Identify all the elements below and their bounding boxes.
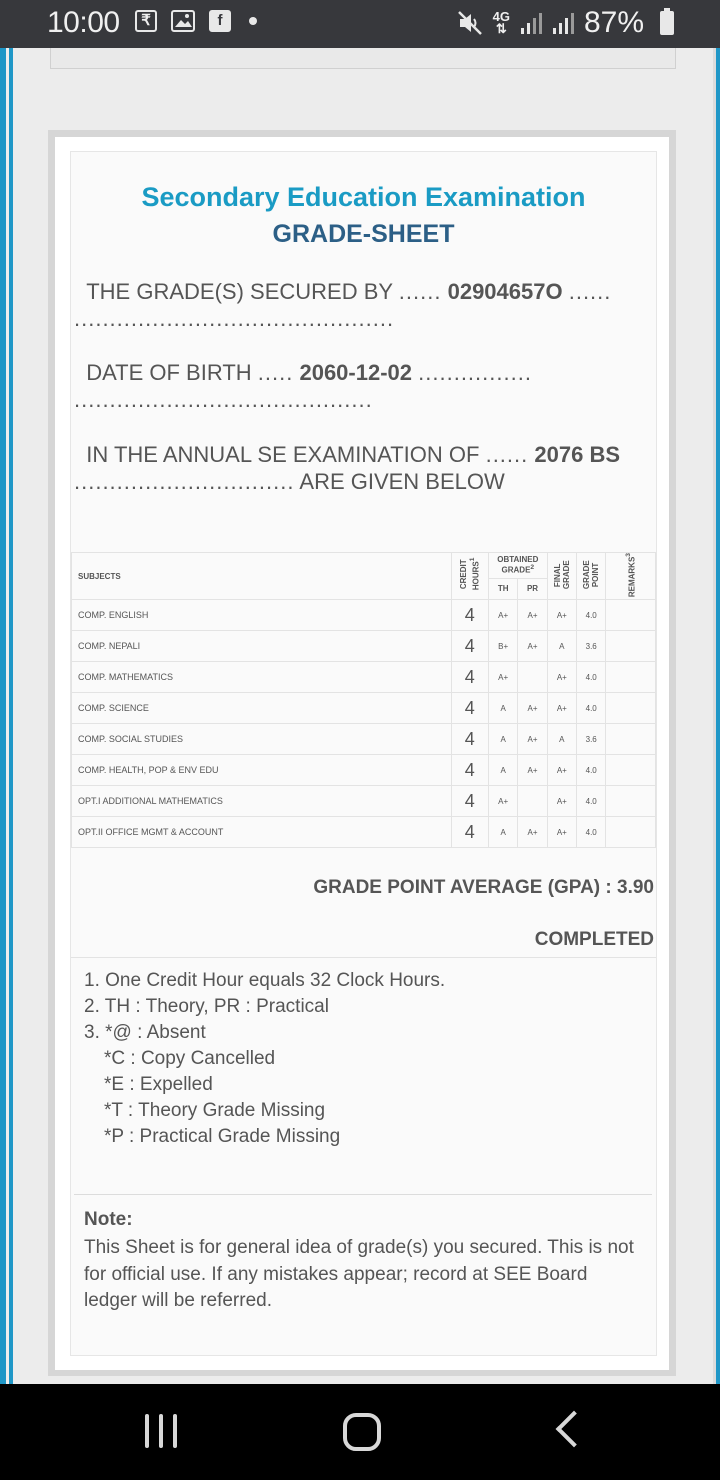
table-row bbox=[72, 755, 656, 786]
practical-grade-cell: A+ bbox=[518, 600, 547, 631]
signal-icon-1 bbox=[520, 11, 542, 35]
final-grade-cell: A+ bbox=[547, 755, 576, 786]
credit-hours-cell: 4 bbox=[451, 755, 488, 786]
remarks-cell bbox=[606, 631, 656, 662]
signal-icon-2 bbox=[552, 11, 574, 35]
battery-percent: 87% bbox=[583, 6, 644, 39]
remarks-cell bbox=[606, 786, 656, 817]
table-header-row bbox=[72, 553, 656, 579]
table-row bbox=[72, 631, 656, 662]
exam-title: Secondary Education Examination bbox=[141, 182, 586, 212]
table-row bbox=[72, 693, 656, 724]
status-right bbox=[457, 6, 674, 40]
notification-icons bbox=[135, 10, 257, 32]
credit-hours-cell: 4 bbox=[451, 817, 488, 848]
grade-point-cell: 4.0 bbox=[577, 693, 606, 724]
legend-item: *C : Copy Cancelled bbox=[104, 1048, 276, 1069]
status-time: 10:00 bbox=[47, 6, 120, 39]
subject-cell: COMP. NEPALI bbox=[72, 631, 452, 662]
legend-item: *P : Practical Grade Missing bbox=[104, 1126, 341, 1147]
legend-item: 1. One Credit Hour equals 32 Clock Hours. bbox=[84, 970, 446, 991]
sheet-subtitle: GRADE-SHEET bbox=[272, 220, 455, 248]
note-title: Note: bbox=[84, 1209, 133, 1230]
recent-apps-button[interactable] bbox=[145, 1414, 177, 1448]
final-grade-cell: A+ bbox=[547, 786, 576, 817]
practical-grade-cell bbox=[518, 786, 547, 817]
date-of-birth: 2060-12-02 bbox=[299, 360, 413, 385]
right-accent-bar bbox=[713, 48, 720, 1384]
rupee-notification-icon: ₹ bbox=[135, 10, 157, 32]
grades-table bbox=[71, 552, 656, 848]
final-grade-cell: A bbox=[547, 724, 576, 755]
table-row bbox=[72, 786, 656, 817]
header-th: TH bbox=[488, 578, 517, 600]
practical-grade-cell: A+ bbox=[518, 724, 547, 755]
image-notification-icon bbox=[171, 10, 195, 32]
theory-grade-cell: B+ bbox=[488, 631, 517, 662]
remarks-cell bbox=[606, 662, 656, 693]
secured-by-line: THE GRADE(S) SECURED BY ...... 02904657O ...... ............................................. bbox=[74, 279, 612, 331]
status-bar bbox=[0, 0, 720, 48]
legend-item: *T : Theory Grade Missing bbox=[104, 1100, 326, 1121]
subject-cell: COMP. HEALTH, POP & ENV EDU bbox=[72, 755, 452, 786]
grades-body bbox=[72, 600, 656, 848]
exam-year: 2076 BS bbox=[534, 442, 621, 467]
more-notifications-dot-icon bbox=[249, 17, 257, 25]
subject-cell: COMP. MATHEMATICS bbox=[72, 662, 452, 693]
divider bbox=[74, 1194, 652, 1195]
previous-section-box bbox=[50, 48, 676, 69]
theory-grade-cell: A+ bbox=[488, 662, 517, 693]
remarks-cell bbox=[606, 755, 656, 786]
subject-cell: COMP. ENGLISH bbox=[72, 600, 452, 631]
table-row bbox=[72, 817, 656, 848]
theory-grade-cell: A+ bbox=[488, 600, 517, 631]
credit-hours-cell: 4 bbox=[451, 600, 488, 631]
completion-status: COMPLETED bbox=[534, 929, 654, 950]
legend-item: *E : Expelled bbox=[104, 1074, 213, 1095]
header-pr: PR bbox=[518, 578, 547, 600]
practical-grade-cell bbox=[518, 662, 547, 693]
back-button[interactable] bbox=[556, 1411, 593, 1448]
remarks-cell bbox=[606, 693, 656, 724]
header-grade-point: GRADE POINT bbox=[577, 553, 606, 600]
left-accent-bar bbox=[0, 48, 13, 1384]
credit-hours-cell: 4 bbox=[451, 693, 488, 724]
final-grade-cell: A+ bbox=[547, 693, 576, 724]
grade-point-cell: 3.6 bbox=[577, 724, 606, 755]
grade-sheet bbox=[70, 151, 657, 1356]
theory-grade-cell: A+ bbox=[488, 786, 517, 817]
legend-item: 3. *@ : Absent bbox=[84, 1022, 206, 1043]
header-obtained-grade: OBTAINED GRADE$^2$ bbox=[488, 553, 547, 579]
grade-sheet-card bbox=[48, 130, 676, 1376]
theory-grade-cell: A bbox=[488, 693, 517, 724]
header-credit-hours: CREDIT HOURS$^1$ bbox=[451, 553, 488, 600]
final-grade-cell: A bbox=[547, 631, 576, 662]
header-remarks: REMARKS$^3$ bbox=[606, 553, 656, 600]
battery-icon bbox=[660, 11, 674, 35]
subject-cell: COMP. SOCIAL STUDIES bbox=[72, 724, 452, 755]
table-row bbox=[72, 724, 656, 755]
theory-grade-cell: A bbox=[488, 724, 517, 755]
navigation-bar bbox=[0, 1384, 720, 1480]
legend-item: 2. TH : Theory, PR : Practical bbox=[84, 996, 329, 1017]
remarks-cell bbox=[606, 600, 656, 631]
home-button[interactable] bbox=[343, 1413, 381, 1451]
remarks-cell bbox=[606, 817, 656, 848]
theory-grade-cell: A bbox=[488, 755, 517, 786]
exam-line: IN THE ANNUAL SE EXAMINATION OF ...... 2076 BS ............................... ARE GIVEN BELOW bbox=[74, 442, 621, 494]
grade-point-cell: 4.0 bbox=[577, 817, 606, 848]
mute-icon bbox=[457, 10, 483, 36]
practical-grade-cell: A+ bbox=[518, 631, 547, 662]
grade-point-cell: 3.6 bbox=[577, 631, 606, 662]
final-grade-cell: A+ bbox=[547, 817, 576, 848]
network-type-label: 4G ⇅ bbox=[492, 9, 510, 36]
practical-grade-cell: A+ bbox=[518, 817, 547, 848]
subject-cell: OPT.I ADDITIONAL MATHEMATICS bbox=[72, 786, 452, 817]
gpa-value: 3.90 bbox=[617, 877, 654, 898]
credit-hours-cell: 4 bbox=[451, 724, 488, 755]
webview[interactable] bbox=[0, 48, 720, 1384]
final-grade-cell: A+ bbox=[547, 662, 576, 693]
note-body: This Sheet is for general idea of grade(s) you secured. This is not for official use. If any mistakes appear; record at SEE Board ledger will be referred. bbox=[84, 1237, 634, 1311]
grade-point-cell: 4.0 bbox=[577, 600, 606, 631]
header-final-grade: FINAL GRADE bbox=[547, 553, 576, 600]
table-row bbox=[72, 600, 656, 631]
credit-hours-cell: 4 bbox=[451, 786, 488, 817]
grade-point-cell: 4.0 bbox=[577, 755, 606, 786]
subject-cell: OPT.II OFFICE MGMT & ACCOUNT bbox=[72, 817, 452, 848]
credit-hours-cell: 4 bbox=[451, 662, 488, 693]
subject-cell: COMP. SCIENCE bbox=[72, 693, 452, 724]
header-subjects: SUBJECTS bbox=[72, 553, 452, 600]
legend bbox=[84, 968, 445, 1150]
remarks-cell bbox=[606, 724, 656, 755]
theory-grade-cell: A bbox=[488, 817, 517, 848]
dob-line: DATE OF BIRTH ..... 2060-12-02 ................ .......................................... bbox=[74, 360, 532, 412]
facebook-notification-icon: f bbox=[209, 10, 231, 32]
table-row bbox=[72, 662, 656, 693]
grade-point-cell: 4.0 bbox=[577, 662, 606, 693]
divider bbox=[71, 957, 656, 958]
credit-hours-cell: 4 bbox=[451, 631, 488, 662]
symbol-number: 02904657O bbox=[447, 279, 563, 304]
gpa-line: GRADE POINT AVERAGE (GPA) : 3.90 bbox=[313, 877, 654, 898]
final-grade-cell: A+ bbox=[547, 600, 576, 631]
practical-grade-cell: A+ bbox=[518, 755, 547, 786]
practical-grade-cell: A+ bbox=[518, 693, 547, 724]
grade-point-cell: 4.0 bbox=[577, 786, 606, 817]
